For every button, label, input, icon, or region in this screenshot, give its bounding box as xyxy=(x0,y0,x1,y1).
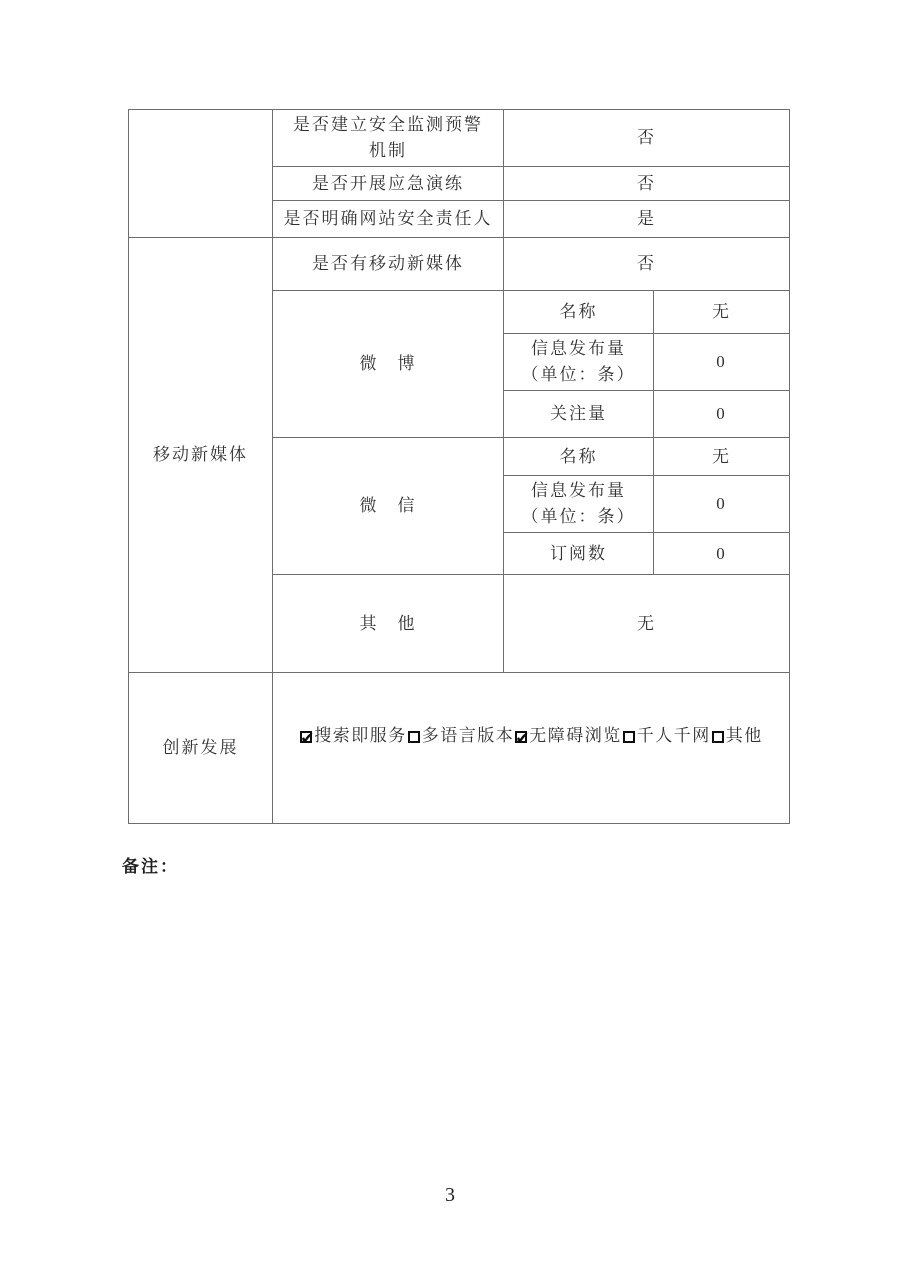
checkbox-barrier-free-browsing-checked xyxy=(515,731,527,743)
innovation-options xyxy=(277,723,785,749)
table-row xyxy=(129,238,790,291)
answer-security-responsible: 是 xyxy=(504,201,790,238)
wechat-name-label: 名称 xyxy=(504,438,654,476)
table-row xyxy=(129,673,790,824)
weibo-name-label: 名称 xyxy=(504,291,654,334)
checkbox-label-search-as-service: 搜索即服务 xyxy=(314,726,407,745)
wechat-label: 微 信 xyxy=(273,438,504,575)
question-security-responsible: 是否明确网站安全责任人 xyxy=(273,201,504,238)
checkbox-label-multi-language-version: 多语言版本 xyxy=(421,726,515,745)
weibo-posts-label: 信息发布量 （单位：条） xyxy=(504,334,654,391)
checkbox-multi-language-version-unchecked xyxy=(408,731,420,743)
weibo-posts-value: 0 xyxy=(654,334,790,391)
answer-monitor-warning: 否 xyxy=(504,110,790,167)
innovation-section-label: 创新发展 xyxy=(129,673,273,824)
annual-report-table xyxy=(128,109,790,824)
notes-label: 备注： xyxy=(122,857,179,876)
page-number: 3 xyxy=(445,1184,455,1206)
checkbox-label-barrier-free-browsing: 无障碍浏览 xyxy=(529,726,622,745)
weibo-label: 微 博 xyxy=(273,291,504,438)
weibo-followers-label: 关注量 xyxy=(504,391,654,438)
other-media-value: 无 xyxy=(504,575,790,673)
wechat-name-value: 无 xyxy=(654,438,790,476)
wechat-posts-value: 0 xyxy=(654,476,790,533)
question-monitor-warning: 是否建立安全监测预警 机制 xyxy=(273,110,504,167)
answer-has-mobile-media: 否 xyxy=(504,238,790,291)
wechat-subscribers-value: 0 xyxy=(654,533,790,575)
checkbox-search-as-service-checked xyxy=(300,731,312,743)
wechat-subscribers-label: 订阅数 xyxy=(504,533,654,575)
answer-emergency-drill: 否 xyxy=(504,167,790,201)
question-emergency-drill: 是否开展应急演练 xyxy=(273,167,504,201)
checkbox-label-thousand-people-thousand-sites: 千人千网 xyxy=(636,726,711,745)
innovation-options-cell xyxy=(273,673,790,824)
weibo-name-value: 无 xyxy=(654,291,790,334)
question-has-mobile-media: 是否有移动新媒体 xyxy=(273,238,504,291)
checkbox-thousand-people-thousand-sites-unchecked xyxy=(623,731,635,743)
table-row xyxy=(129,110,790,167)
other-media-label: 其 他 xyxy=(273,575,504,673)
mobile-media-section-label: 移动新媒体 xyxy=(129,238,273,673)
wechat-posts-label: 信息发布量 （单位：条） xyxy=(504,476,654,533)
weibo-followers-value: 0 xyxy=(654,391,790,438)
security-section-cell xyxy=(129,110,273,238)
checkbox-other-unchecked xyxy=(712,731,724,743)
checkbox-label-other: 其他 xyxy=(725,726,763,745)
